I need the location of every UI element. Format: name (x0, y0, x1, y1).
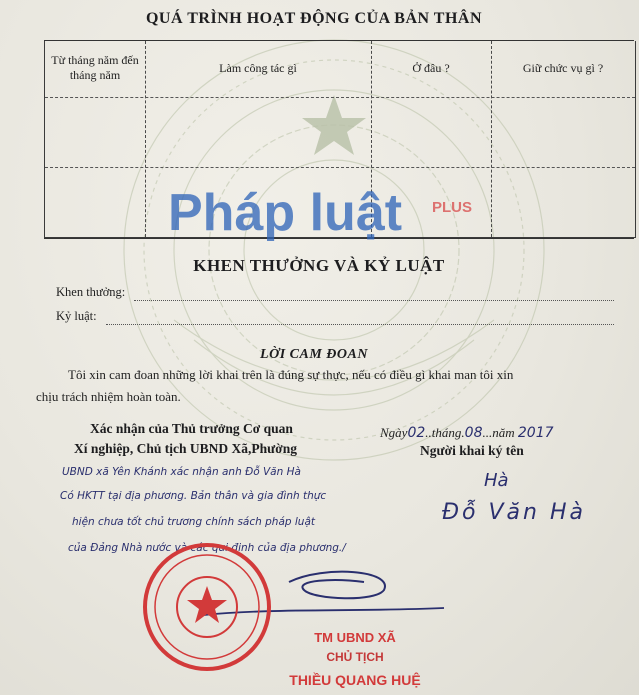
row-divider (45, 167, 635, 168)
rewards-dotted-line (134, 300, 614, 301)
stamp-official-name: THIỀU QUANG HUỆ (289, 672, 421, 688)
rewards-label: Khen thưởng: (56, 285, 126, 299)
column-header-position: Giữ chức vụ gì ? (522, 61, 604, 75)
section-title-rewards: KHEN THƯỞNG VÀ KỶ LUẬT (193, 256, 445, 275)
watermark-suffix: PLUS (432, 199, 473, 216)
date-line: Ngày02..tháng.08...năm 2017 (380, 425, 554, 441)
declarant-signature: Hà (484, 470, 509, 491)
column-header-place: Ở đâu ? (412, 61, 450, 75)
date-year: 2017 (517, 425, 554, 441)
column-header-work: Làm công tác gì (219, 61, 297, 75)
handwriting-line2: Có HKTT tại địa phương. Bản thân và gia đình thực (60, 490, 327, 502)
confirmation-heading-line1: Xác nhận của Thủ trưởng Cơ quan (90, 421, 293, 436)
row-divider (45, 97, 635, 98)
date-year-word: năm (492, 425, 515, 440)
declarant-signature-label: Người khai ký tên (420, 443, 524, 458)
column-header-period: Từ tháng năm đến tháng năm (51, 53, 139, 82)
form-sheet (14, 0, 624, 600)
date-month-word: tháng (431, 425, 462, 440)
pledge-text-line2: chịu trách nhiệm hoàn toàn. (36, 389, 181, 404)
stamp-star-icon (187, 586, 227, 623)
stamp-title-line2: CHỦ TỊCH (326, 650, 384, 664)
handwriting-line1: UBND xã Yên Khánh xác nhận anh Đỗ Văn Hà (62, 466, 301, 478)
date-month: 08 (464, 425, 483, 441)
official-red-stamp (140, 540, 274, 674)
section-title-pledge: LỜI CAM ĐOAN (260, 347, 368, 362)
handwriting-line3: hiện chưa tốt chủ trương chính sách pháp luật (72, 516, 316, 528)
discipline-dotted-line (106, 324, 614, 325)
stamp-title-line1: TM UBND XÃ (314, 630, 396, 645)
phapluat-watermark (158, 178, 518, 248)
declarant-name: Đỗ Văn Hà (442, 500, 586, 525)
discipline-label: Kỷ luật: (56, 309, 97, 323)
pledge-text-line1: Tôi xin cam đoan những lời khai trên là đúng sự thực, nếu có điều gì khai man tôi xin (68, 367, 514, 382)
handwriting-line4: của Đảng Nhà nước và các qui định của địa phương./ (68, 542, 346, 554)
confirmation-heading-line2: Xí nghiệp, Chủ tịch UBND Xã,Phường (74, 441, 297, 456)
watermark-brand: Pháp luật (168, 184, 403, 242)
date-prefix: Ngày (380, 425, 408, 440)
section-title-history: QUÁ TRÌNH HOẠT ĐỘNG CỦA BẢN THÂN (145, 10, 483, 27)
date-day: 02 (407, 425, 426, 441)
